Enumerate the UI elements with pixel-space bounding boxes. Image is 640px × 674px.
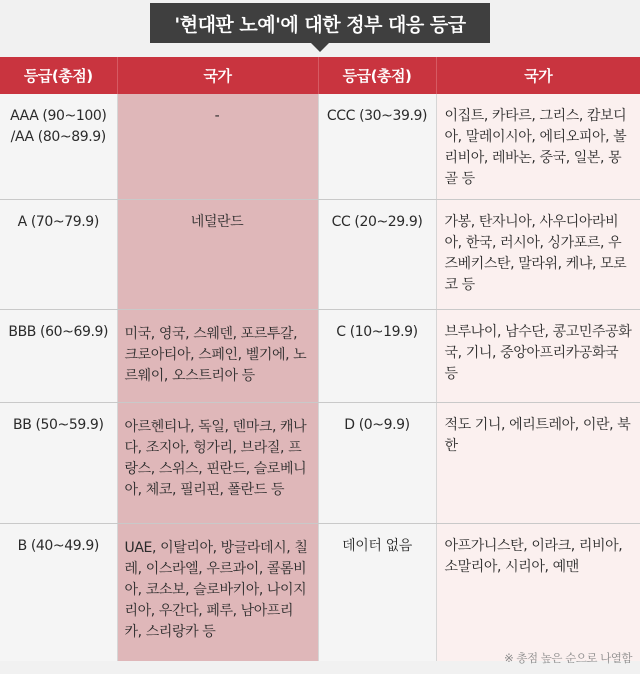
table-row [0, 523, 640, 661]
grade-label: C (10~19.9) [336, 323, 418, 340]
grade-label: BB (50~59.9) [13, 416, 104, 433]
countries-cell-right [436, 402, 640, 523]
countries-label: 적도 기니, 에리트레아, 이란, 북한 [444, 416, 631, 454]
grade-cell-right [318, 402, 436, 523]
header-grade-left: 등급(총점) [0, 57, 117, 94]
countries-label: 아르헨티나, 독일, 덴마크, 캐나다, 조지아, 헝가리, 브라질, 프랑스, 스위스, 핀란드, 슬로베니아, 체코, 필리핀, 폴란드 등 [124, 418, 307, 498]
grade-label: CCC (30~39.9) [326, 108, 428, 124]
title-banner [0, 0, 640, 56]
grade-label: AAA (90~100) /AA (80~89.9) [10, 108, 107, 145]
page-title: '현대판 노예'에 대한 정부 대응 등급 [150, 3, 489, 43]
table-row [0, 94, 640, 199]
grade-label: 데이터 없음 [342, 537, 412, 554]
grade-cell-left [0, 402, 117, 523]
grade-label: A (70~79.9) [17, 213, 99, 230]
grade-cell-left [0, 199, 117, 309]
grade-cell-left [0, 309, 117, 402]
grade-label: D (0~9.9) [344, 416, 410, 433]
grade-label: B (40~49.9) [17, 537, 99, 554]
grade-cell-left [0, 94, 117, 199]
grade-cell-right [318, 94, 436, 199]
countries-label: UAE, 이탈리아, 방글라데시, 칠레, 이스라엘, 우르과이, 콜롬비아, 코소보, 슬로바키아, 나이지리아, 우간다, 페루, 남아프리카, 스리랑카 등 [124, 539, 308, 640]
countries-cell-right [436, 199, 640, 309]
countries-cell-right [436, 523, 640, 661]
countries-label: 이집트, 카타르, 그리스, 캄보디아, 말레이시아, 에티오피아, 볼리비아, 레바논, 중국, 일본, 몽골 등 [444, 108, 627, 187]
header-grade-right: 등급(총점) [318, 57, 436, 94]
countries-cell-left [117, 199, 318, 309]
table-row [0, 199, 640, 309]
countries-cell-left [117, 523, 318, 661]
countries-label: 아프가니스탄, 이라크, 리비아, 소말리아, 시리아, 예맨 [444, 537, 623, 575]
grade-label: BBB (60~69.9) [8, 323, 109, 340]
header-countries-right: 국가 [436, 57, 640, 94]
grade-cell-left [0, 523, 117, 661]
footnote: ※ 총점 높은 순으로 나열함 [504, 651, 632, 665]
countries-label: 가봉, 탄자니아, 사우디아라비아, 한국, 러시아, 싱가포르, 우즈베키스탄, 말라위, 케냐, 모로코 등 [444, 213, 627, 293]
countries-label: 미국, 영국, 스웨덴, 포르투갈, 크로아티아, 스페인, 벨기에, 노르웨이, 오스트리아 등 [124, 325, 307, 384]
countries-cell-left [117, 402, 318, 523]
grade-label: CC (20~29.9) [331, 213, 423, 230]
grade-cell-right [318, 523, 436, 661]
countries-cell-left [117, 94, 318, 199]
countries-label: - [214, 108, 220, 124]
grade-cell-right [318, 309, 436, 402]
countries-label: 브루나이, 남수단, 콩고민주공화국, 기니, 중앙아프리카공화국 등 [444, 323, 632, 382]
table-header-row [0, 57, 640, 94]
table-row [0, 402, 640, 523]
grade-table [0, 57, 640, 661]
grade-cell-right [318, 199, 436, 309]
countries-cell-right [436, 309, 640, 402]
countries-cell-left [117, 309, 318, 402]
table-row [0, 309, 640, 402]
header-countries-left: 국가 [117, 57, 318, 94]
countries-cell-right [436, 94, 640, 199]
countries-label: 네덜란드 [190, 213, 244, 230]
